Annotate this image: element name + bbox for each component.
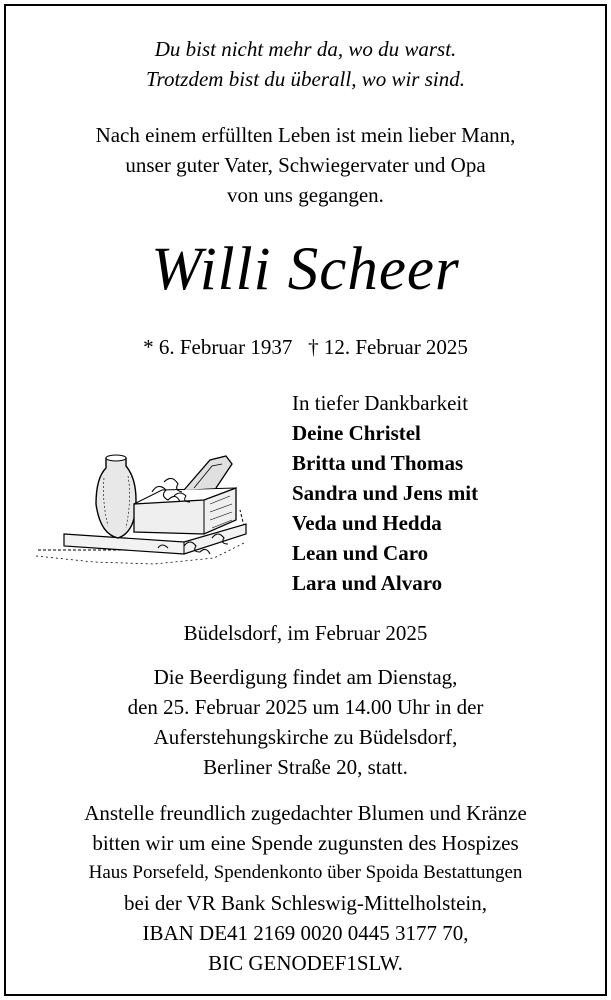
donation-info bbox=[6, 798, 605, 978]
motto-line-2: Trotzdem bist du überall, wo wir sind. bbox=[146, 67, 465, 91]
intro-text bbox=[6, 120, 605, 210]
funeral-line-4: Berliner Straße 20, statt. bbox=[203, 755, 408, 779]
donation-line-2: bitten wir um eine Spende zugunsten des Hospizes bbox=[92, 831, 519, 855]
birth-date: * 6. Februar 1937 bbox=[143, 335, 293, 359]
funeral-line-3: Auferstehungskirche zu Büdelsdorf, bbox=[153, 725, 458, 749]
life-dates bbox=[6, 332, 605, 362]
donation-line-3: Haus Porsefeld, Spendenkonto über Spoida Bestattungen bbox=[88, 862, 523, 883]
mourners-intro: In tiefer Dankbarkeit bbox=[292, 391, 469, 415]
funeral-line-1: Die Beerdigung findet am Dienstag, bbox=[153, 665, 458, 689]
mourner-name: Deine Christel bbox=[292, 421, 421, 445]
intro-line-1: Nach einem erfüllten Leben ist mein lieber Mann, bbox=[95, 123, 516, 147]
mourner-name: Veda und Hedda bbox=[292, 511, 442, 535]
death-date: † 12. Februar 2025 bbox=[308, 335, 468, 359]
mourner-name: Lara und Alvaro bbox=[292, 571, 443, 595]
donation-bic: BIC GENODEF1SLW. bbox=[208, 951, 403, 975]
donation-line-1: Anstelle freundlich zugedachter Blumen und Kränze bbox=[84, 801, 527, 825]
funeral-info bbox=[6, 662, 605, 782]
mourner-name: Sandra und Jens mit bbox=[292, 481, 479, 505]
deceased-name: Willi Scheer bbox=[151, 236, 460, 303]
mourner-name: Britta und Thomas bbox=[292, 451, 464, 475]
intro-line-2: unser guter Vater, Schwiegervater und Opa bbox=[125, 153, 486, 177]
donation-line-4: bei der VR Bank Schleswig-Mittelholstein, bbox=[124, 891, 487, 915]
motto bbox=[6, 34, 605, 94]
plane-illustration bbox=[34, 438, 248, 578]
motto-line-1: Du bist nicht mehr da, wo du warst. bbox=[154, 37, 457, 61]
mourners-list bbox=[292, 388, 478, 598]
donation-iban: IBAN DE41 2169 0020 0445 3177 70, bbox=[142, 921, 469, 945]
funeral-line-2: den 25. Februar 2025 um 14.00 Uhr in der bbox=[127, 695, 484, 719]
mourner-name: Lean und Caro bbox=[292, 541, 429, 565]
place-and-date: Büdelsdorf, im Februar 2025 bbox=[183, 621, 428, 645]
intro-line-3: von uns gegangen. bbox=[227, 183, 384, 207]
obituary-notice bbox=[4, 4, 607, 996]
